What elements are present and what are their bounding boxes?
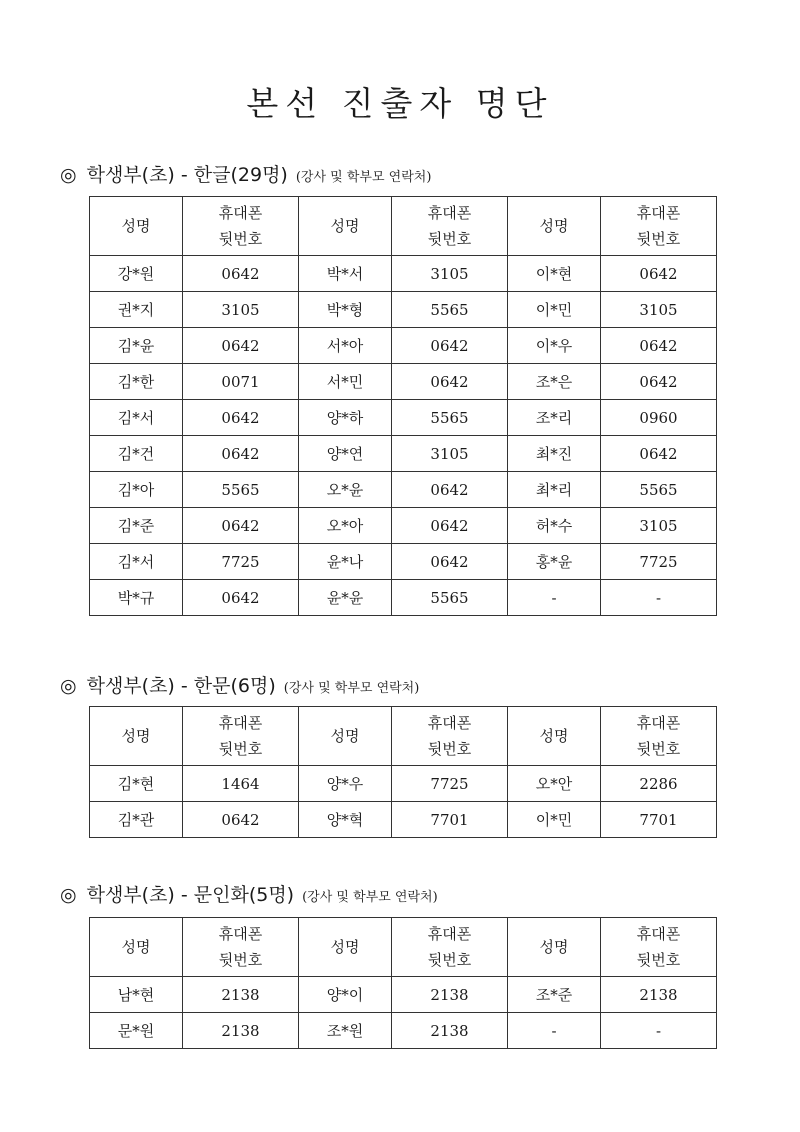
cell-phone: 2138 [183,1013,299,1049]
cell-name: 박*형 [299,292,392,328]
cell-name: 양*이 [299,977,392,1013]
table-row [90,292,717,328]
cell-name: 이*민 [508,802,601,838]
cell-name: 권*지 [90,292,183,328]
table-row [90,364,717,400]
cell-name: 김*윤 [90,328,183,364]
cell-name: 최*진 [508,436,601,472]
cell-phone: 1464 [183,766,299,802]
header-phone [183,707,299,766]
cell-phone: 5565 [183,472,299,508]
cell-phone: 0642 [601,364,717,400]
cell-name: 김*건 [90,436,183,472]
cell-phone: 2138 [392,1013,508,1049]
cell-phone: 0642 [183,256,299,292]
header-phone-line1: 휴대폰 [427,714,472,732]
header-name: 성명 [508,197,601,256]
cell-phone: 0642 [183,802,299,838]
cell-name: - [508,1013,601,1049]
header-phone [601,197,717,256]
cell-phone: 5565 [392,292,508,328]
table-row [90,802,717,838]
header-phone-line2: 뒷번호 [427,951,472,969]
table-row [90,1013,717,1049]
cell-name: 김*관 [90,802,183,838]
cell-name: 허*수 [508,508,601,544]
header-phone [601,707,717,766]
cell-name: 이*민 [508,292,601,328]
cell-name: 조*은 [508,364,601,400]
header-name: 성명 [299,918,392,977]
table-row [90,256,717,292]
cell-phone: 3105 [392,256,508,292]
header-name: 성명 [299,707,392,766]
table-row [90,508,717,544]
bullet-mark: ◎ [60,164,77,186]
cell-phone: 3105 [183,292,299,328]
section-title: 학생부(초) - 한글(29명) [86,164,288,186]
cell-name: 조*리 [508,400,601,436]
cell-phone: 0642 [183,508,299,544]
cell-name: 최*리 [508,472,601,508]
cell-phone: 0642 [392,328,508,364]
cell-phone: 0642 [183,400,299,436]
cell-phone: 2138 [392,977,508,1013]
header-phone-line1: 휴대폰 [218,925,263,943]
cell-phone: 0642 [392,544,508,580]
header-phone [183,918,299,977]
cell-name: 서*아 [299,328,392,364]
cell-name: 오*아 [299,508,392,544]
section-note: (강사 및 학부모 연락처) [283,681,420,696]
cell-phone: 7725 [601,544,717,580]
header-phone-line1: 휴대폰 [636,714,681,732]
page-title: 본선 진출자 명단 [246,84,554,123]
cell-name: 남*현 [90,977,183,1013]
cell-name: 조*원 [299,1013,392,1049]
cell-name: 조*준 [508,977,601,1013]
header-row [90,197,717,256]
cell-name: 김*아 [90,472,183,508]
table-row [90,766,717,802]
cell-phone: 0642 [183,580,299,616]
cell-name: 김*현 [90,766,183,802]
cell-name: 윤*윤 [299,580,392,616]
cell-name: 강*원 [90,256,183,292]
section-note: (강사 및 학부모 연락처) [302,890,438,905]
header-phone-line2: 뒷번호 [427,230,472,248]
section-heading-muninhwa [60,880,438,907]
header-phone [392,197,508,256]
section-note: (강사 및 학부모 연락처) [295,170,432,185]
header-phone-line1: 휴대폰 [218,714,263,732]
cell-name: 윤*나 [299,544,392,580]
cell-phone: 0642 [183,436,299,472]
cell-phone: 5565 [392,580,508,616]
cell-name: 오*안 [508,766,601,802]
cell-phone: 0642 [601,256,717,292]
header-phone-line1: 휴대폰 [427,925,472,943]
table-row [90,580,717,616]
header-phone-line2: 뒷번호 [636,740,681,758]
cell-name: 김*서 [90,544,183,580]
header-name: 성명 [299,197,392,256]
section-title: 학생부(초) - 문인화(5명) [86,884,295,906]
cell-phone: 5565 [392,400,508,436]
header-phone-line2: 뒷번호 [636,230,681,248]
cell-phone: 0642 [183,328,299,364]
cell-name: 서*민 [299,364,392,400]
cell-phone: 7701 [601,802,717,838]
header-phone-line1: 휴대폰 [636,925,681,943]
cell-name: 홍*윤 [508,544,601,580]
cell-phone: 3105 [601,292,717,328]
header-phone [601,918,717,977]
cell-phone: 0642 [601,328,717,364]
cell-name: 양*우 [299,766,392,802]
cell-phone: 7725 [392,766,508,802]
header-phone-line2: 뒷번호 [427,740,472,758]
cell-name: 김*준 [90,508,183,544]
table-row [90,472,717,508]
cell-name: 양*연 [299,436,392,472]
roster-table-hangul [89,196,717,616]
cell-phone: 3105 [601,508,717,544]
cell-name: 문*원 [90,1013,183,1049]
header-phone-line1: 휴대폰 [218,204,263,222]
cell-phone: 2286 [601,766,717,802]
table-row [90,436,717,472]
roster-table-muninhwa [89,917,717,1049]
cell-name: 이*우 [508,328,601,364]
cell-name: 양*혁 [299,802,392,838]
cell-phone: 7701 [392,802,508,838]
header-phone-line2: 뒷번호 [218,740,263,758]
cell-phone: 0071 [183,364,299,400]
cell-name: 박*규 [90,580,183,616]
header-phone-line2: 뒷번호 [218,230,263,248]
header-row [90,707,717,766]
header-name: 성명 [90,918,183,977]
bullet-mark: ◎ [60,884,77,906]
cell-name: 김*서 [90,400,183,436]
section-title: 학생부(초) - 한문(6명) [86,675,276,697]
table-row [90,328,717,364]
header-name: 성명 [90,197,183,256]
header-phone-line2: 뒷번호 [636,951,681,969]
cell-name: 이*현 [508,256,601,292]
cell-phone: - [601,1013,717,1049]
table-row [90,544,717,580]
section-heading-hanmun [60,671,419,698]
table-row [90,977,717,1013]
roster-table-hanmun [89,706,717,838]
cell-phone: 0642 [392,508,508,544]
cell-phone: - [601,580,717,616]
cell-phone: 0642 [601,436,717,472]
cell-name: 김*한 [90,364,183,400]
header-name: 성명 [90,707,183,766]
cell-name: - [508,580,601,616]
header-row [90,918,717,977]
bullet-mark: ◎ [60,675,77,697]
header-phone-line2: 뒷번호 [218,951,263,969]
cell-name: 양*하 [299,400,392,436]
cell-phone: 0642 [392,472,508,508]
header-name: 성명 [508,707,601,766]
section-heading-hangul [60,160,431,187]
header-phone-line1: 휴대폰 [636,204,681,222]
cell-phone: 0960 [601,400,717,436]
cell-name: 박*서 [299,256,392,292]
cell-phone: 3105 [392,436,508,472]
cell-phone: 7725 [183,544,299,580]
table-row [90,400,717,436]
header-phone [392,707,508,766]
cell-name: 오*윤 [299,472,392,508]
cell-phone: 5565 [601,472,717,508]
header-name: 성명 [508,918,601,977]
header-phone-line1: 휴대폰 [427,204,472,222]
cell-phone: 2138 [601,977,717,1013]
cell-phone: 0642 [392,364,508,400]
header-phone [392,918,508,977]
header-phone [183,197,299,256]
cell-phone: 2138 [183,977,299,1013]
